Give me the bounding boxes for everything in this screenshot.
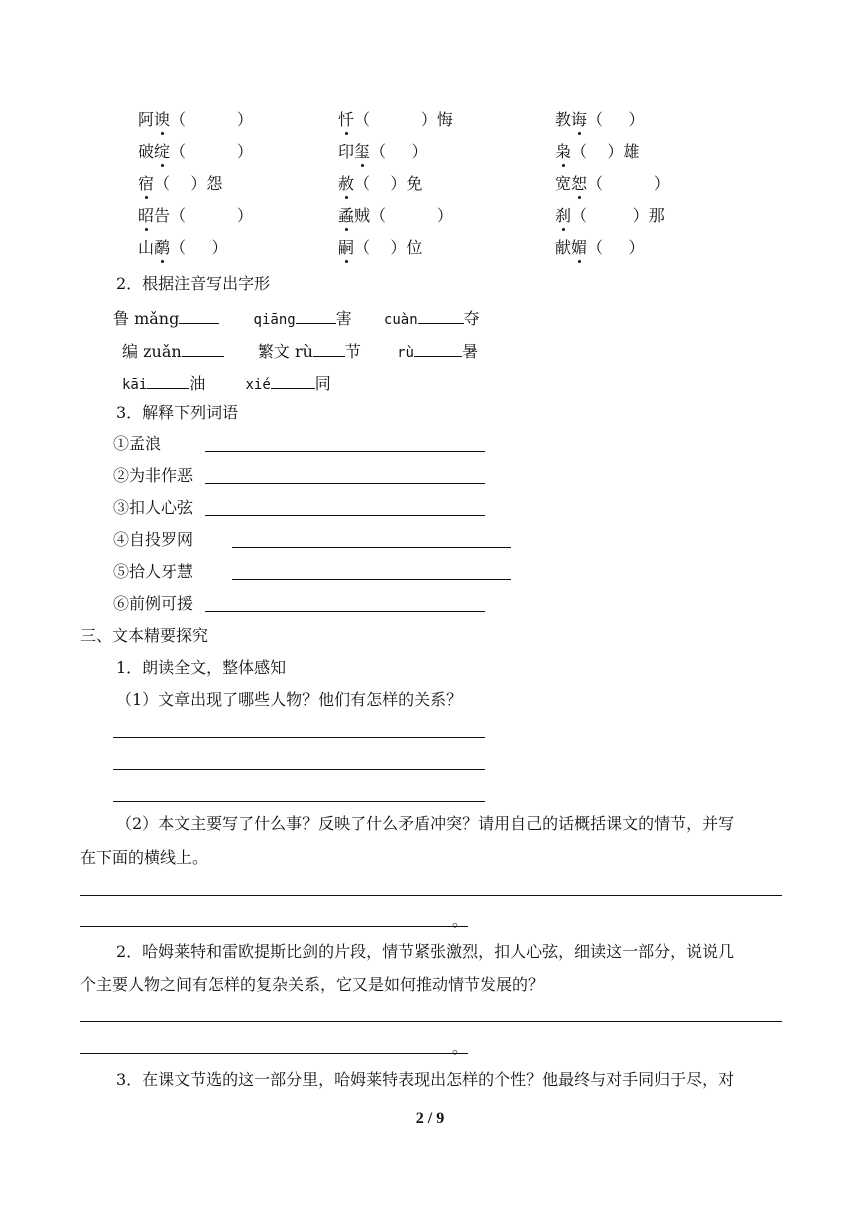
dotted-character: 宿 [138,174,155,193]
answer-line[interactable] [80,895,782,896]
pinyin-item: qiāng [253,312,296,328]
pronunciation-item [338,110,453,130]
q2-row3: kāi 油 xié 同 [122,371,331,395]
answer-blank[interactable] [147,371,189,389]
pronunciation-item [555,110,644,130]
answer-blank[interactable] [182,339,224,357]
s3-q2: 2．哈姆莱特和雷欧提斯比剑的片段，情节紧张激烈，扣人心弦，细读这一部分，说说几 [116,942,735,961]
dotted-character: 蟊 [338,206,355,225]
q2-heading: 2．根据注音写出字形 [116,274,271,293]
pronunciation-item [555,174,670,194]
pinyin-item: cuàn [383,312,418,328]
pronunciation-item [138,174,222,194]
section3-heading: 三、文本精要探究 [80,626,209,645]
dotted-character: 诲 [571,110,588,129]
answer-line[interactable] [80,926,468,927]
dotted-character: 恕 [571,174,588,193]
answer-parentheses[interactable]: （ ）雄 [571,142,640,161]
answer-parentheses[interactable]: 告（ ） [154,206,253,225]
dotted-character: 鹬 [154,238,171,257]
pinyin-item: 繁文 rù [257,342,313,361]
dotted-character: 忏 [338,110,355,129]
dotted-character: 嗣 [338,238,355,257]
pronunciation-item [338,174,422,194]
answer-parentheses[interactable]: （ ）悔 [354,110,453,129]
s3-q1-sub1: （1）文章出现了哪些人物？他们有怎样的关系？ [116,690,463,709]
answer-line[interactable] [80,1021,782,1022]
answer-parentheses[interactable]: （ ） [170,110,253,129]
dotted-character: 玺 [354,142,371,161]
answer-blank[interactable] [414,339,462,357]
page-number: 2 / 9 [415,1110,445,1127]
answer-blank[interactable] [296,306,336,324]
answer-parentheses[interactable]: （ ） [170,238,228,257]
q2-row1: 鲁 mǎng qiāng 害 cuàn 夺 [113,306,480,330]
dotted-character: 媚 [571,238,588,257]
dotted-character: 刹 [555,206,572,225]
answer-parentheses[interactable]: （ ） [587,174,670,193]
s3-q3: 3．在课文节选的这一部分里，哈姆莱特表现出怎样的个性？他最终与对手同归于尽，对 [116,1070,735,1089]
dotted-character: 赦 [338,174,355,193]
dotted-character: 谀 [154,110,171,129]
pronunciation-item [138,110,253,130]
answer-blank[interactable] [313,339,345,357]
dotted-character: 昭 [138,206,155,225]
answer-parentheses[interactable]: （ ）位 [354,238,423,257]
s3-q1-sub2-cont: 在下面的横线上。 [80,848,209,867]
word-prefix: 印 [338,142,355,161]
answer-parentheses[interactable]: （ ） [587,238,645,257]
period-mark: 。 [452,1038,469,1057]
pronunciation-item [138,238,227,258]
dotted-character: 枭 [555,142,572,161]
q3-item: ④自投罗网 [113,530,194,549]
answer-blank[interactable] [418,306,464,324]
answer-parentheses[interactable]: 贼（ ） [354,206,453,225]
answer-line[interactable] [80,1053,468,1054]
pinyin-item: 鲁 mǎng [113,309,180,328]
dotted-character: 绽 [154,142,171,161]
s3-q1-sub2: （2）本文主要写了什么事？反映了什么矛盾冲突？请用自己的话概括课文的情节，并写 [116,814,735,833]
q3-heading: 3．解释下列词语 [116,403,239,422]
answer-line[interactable] [205,451,485,452]
answer-line[interactable] [232,547,511,548]
answer-line[interactable] [113,737,485,738]
q3-item: ②为非作恶 [113,466,194,485]
word-prefix: 破 [138,142,155,161]
answer-parentheses[interactable]: （ ） [587,110,645,129]
answer-blank[interactable] [179,306,219,324]
q3-item: ①孟浪 [113,434,162,453]
answer-parentheses[interactable]: （ ） [170,142,253,161]
answer-line[interactable] [205,611,485,612]
pronunciation-item [338,142,427,162]
answer-parentheses[interactable]: （ ）免 [354,174,423,193]
q3-item: ⑥前例可援 [113,594,194,613]
pinyin-item: kāi [122,377,148,393]
pinyin-item: xié [245,377,271,393]
answer-line[interactable] [205,483,485,484]
answer-line[interactable] [205,515,485,516]
pinyin-item: 编 zuǎn [122,342,182,361]
pronunciation-item [555,206,665,226]
q3-item: ⑤拾人牙慧 [113,562,194,581]
answer-parentheses[interactable]: （ ）怨 [154,174,223,193]
answer-line[interactable] [113,801,485,802]
pinyin-item: rù [397,345,414,361]
pronunciation-item [555,238,644,258]
word-prefix: 阿 [138,110,155,129]
pronunciation-item [138,142,253,162]
pronunciation-item [138,206,253,226]
answer-blank[interactable] [271,371,315,389]
q2-row2: 编 zuǎn 繁文 rù 节 rù 暑 [122,339,478,363]
answer-parentheses[interactable]: （ ）那 [571,206,665,225]
word-prefix: 教 [555,110,572,129]
q3-item: ③扣人心弦 [113,498,194,517]
word-prefix: 山 [138,238,155,257]
pronunciation-item [555,142,639,162]
answer-line[interactable] [113,769,485,770]
pronunciation-item [338,206,453,226]
answer-line[interactable] [232,579,511,580]
period-mark: 。 [452,911,469,930]
answer-parentheses[interactable]: （ ） [370,142,428,161]
word-prefix: 宽 [555,174,572,193]
s3-q2-cont: 个主要人物之间有怎样的复杂关系，它又是如何推动情节发展的？ [80,975,545,994]
word-prefix: 献 [555,238,572,257]
pronunciation-item [338,238,422,258]
s3-q1-heading: 1．朗读全文，整体感知 [116,658,287,677]
